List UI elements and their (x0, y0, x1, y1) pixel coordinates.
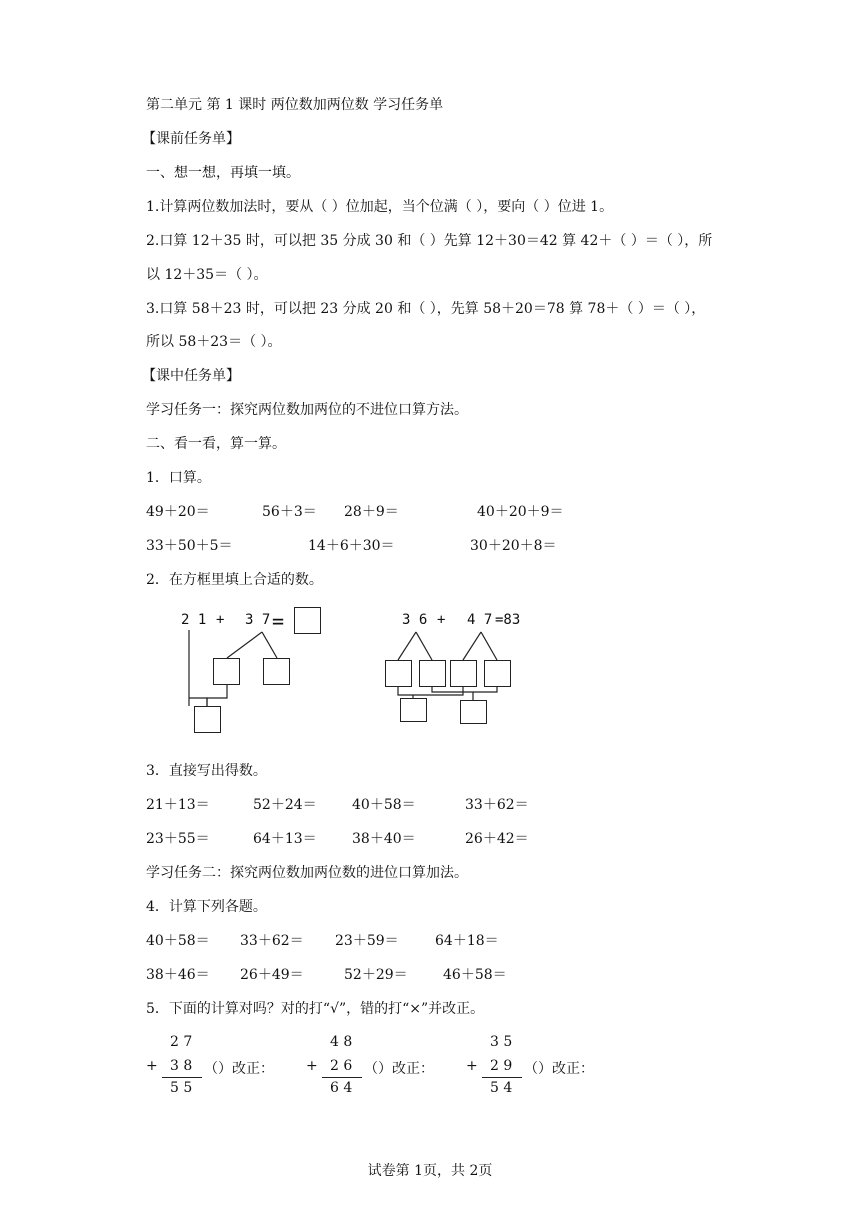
check-title: 5．下面的计算对吗？对的打“√”，错的打“×”并改正。 (146, 1001, 485, 1017)
vertical-result: 5 5 (170, 1080, 193, 1096)
question-2-line-1: 2.口算 12＋35 时，可以把 35 分成 30 和（ ）先算 12＋30＝42 算 42＋（ ）＝（ ），所 (146, 233, 713, 249)
page-title: 第二单元 第 1 课时 两位数加两位数 学习任务单 (146, 97, 444, 113)
direct-write-title: 3．直接写出得数。 (146, 763, 267, 779)
vertical-middle: 2 9 (490, 1058, 513, 1074)
vertical-plus: + (466, 1058, 478, 1074)
vertical-top: 2 7 (170, 1034, 193, 1050)
oral-item: 33＋50＋5＝ (146, 538, 233, 554)
oral-item: 14＋6＋30＝ (308, 538, 395, 554)
calc-title: 4．计算下列各题。 (146, 899, 267, 915)
direct-item: 64＋13＝ (253, 831, 317, 847)
calc-item: 46＋58＝ (443, 967, 507, 983)
direct-item: 40＋58＝ (352, 797, 416, 813)
diagram-1-addend-a: 2 1 (181, 612, 207, 628)
vertical-middle: 3 8 (170, 1058, 193, 1074)
vertical-tail: （）改正： (364, 1061, 434, 1077)
pre-task-header: 【课前任务单】 (142, 131, 240, 147)
fill-boxes-title: 2．在方框里填上合适的数。 (146, 572, 323, 588)
calc-item: 40＋58＝ (146, 933, 210, 949)
diagram-2-addend-a: 3 6 (402, 612, 428, 628)
vertical-result: 6 4 (330, 1080, 353, 1096)
diagram-2-addend-b: 4 7 (467, 612, 493, 628)
vertical-middle: 2 6 (330, 1058, 353, 1074)
calc-item: 33＋62＝ (240, 933, 304, 949)
vertical-top: 4 8 (330, 1034, 353, 1050)
direct-item: 52＋24＝ (253, 797, 317, 813)
question-2-line-2: 以 12＋35＝（ ）。 (146, 267, 268, 283)
oral-item: 49＋20＝ (146, 504, 210, 520)
vertical-rule (482, 1077, 522, 1078)
question-3-line-1: 3.口算 58＋23 时，可以把 23 分成 20 和（ ），先算 58＋20＝78 算 78＋（ ）＝（ ）， (146, 301, 706, 317)
direct-item: 23＋55＝ (146, 831, 210, 847)
direct-item: 26＋42＝ (465, 831, 529, 847)
diagram-2-equals: =83 (495, 612, 521, 628)
diagram-1-addend-b: 3 7 (245, 612, 271, 628)
vertical-tail: （）改正： (204, 1061, 274, 1077)
question-1: 1.计算两位数加法时，要从（ ）位加起，当个位满（ ），要向（ ）位进 1。 (146, 199, 614, 215)
vertical-plus: + (306, 1058, 318, 1074)
vertical-rule (322, 1077, 362, 1078)
direct-item: 38＋40＝ (352, 831, 416, 847)
diagram-1-plus: + (216, 612, 225, 628)
vertical-plus: + (146, 1058, 158, 1074)
calc-item: 64＋18＝ (435, 933, 499, 949)
diagram-1-equals: = (272, 609, 285, 633)
oral-item: 28＋9＝ (344, 504, 399, 520)
vertical-rule (162, 1077, 202, 1078)
oral-item: 40＋20＋9＝ (477, 504, 564, 520)
calc-item: 52＋29＝ (344, 967, 408, 983)
calc-item: 23＋59＝ (335, 933, 399, 949)
oral-calc-title: 1．口算。 (146, 470, 211, 486)
section-1-title: 一、想一想，再填一填。 (146, 165, 300, 181)
learning-task-1: 学习任务一：探究两位数加两位的不进位口算方法。 (146, 402, 468, 418)
oral-item: 30＋20＋8＝ (470, 538, 557, 554)
vertical-tail: （）改正： (524, 1061, 594, 1077)
calc-item: 26＋49＝ (240, 967, 304, 983)
question-3-line-2: 所以 58＋23＝（ ）。 (146, 334, 282, 350)
direct-item: 21＋13＝ (146, 797, 210, 813)
section-2-title: 二、看一看，算一算。 (146, 436, 286, 452)
learning-task-2: 学习任务二：探究两位数加两位数的进位口算加法。 (146, 865, 468, 881)
direct-item: 33＋62＝ (465, 797, 529, 813)
oral-item: 56＋3＝ (262, 504, 317, 520)
calc-item: 38＋46＝ (146, 967, 210, 983)
vertical-result: 5 4 (490, 1080, 513, 1096)
in-task-header: 【课中任务单】 (142, 368, 240, 384)
page-footer: 试卷第 1页，共 2页 (367, 1163, 493, 1179)
diagram-2-plus: + (437, 612, 446, 628)
vertical-top: 3 5 (490, 1034, 513, 1050)
